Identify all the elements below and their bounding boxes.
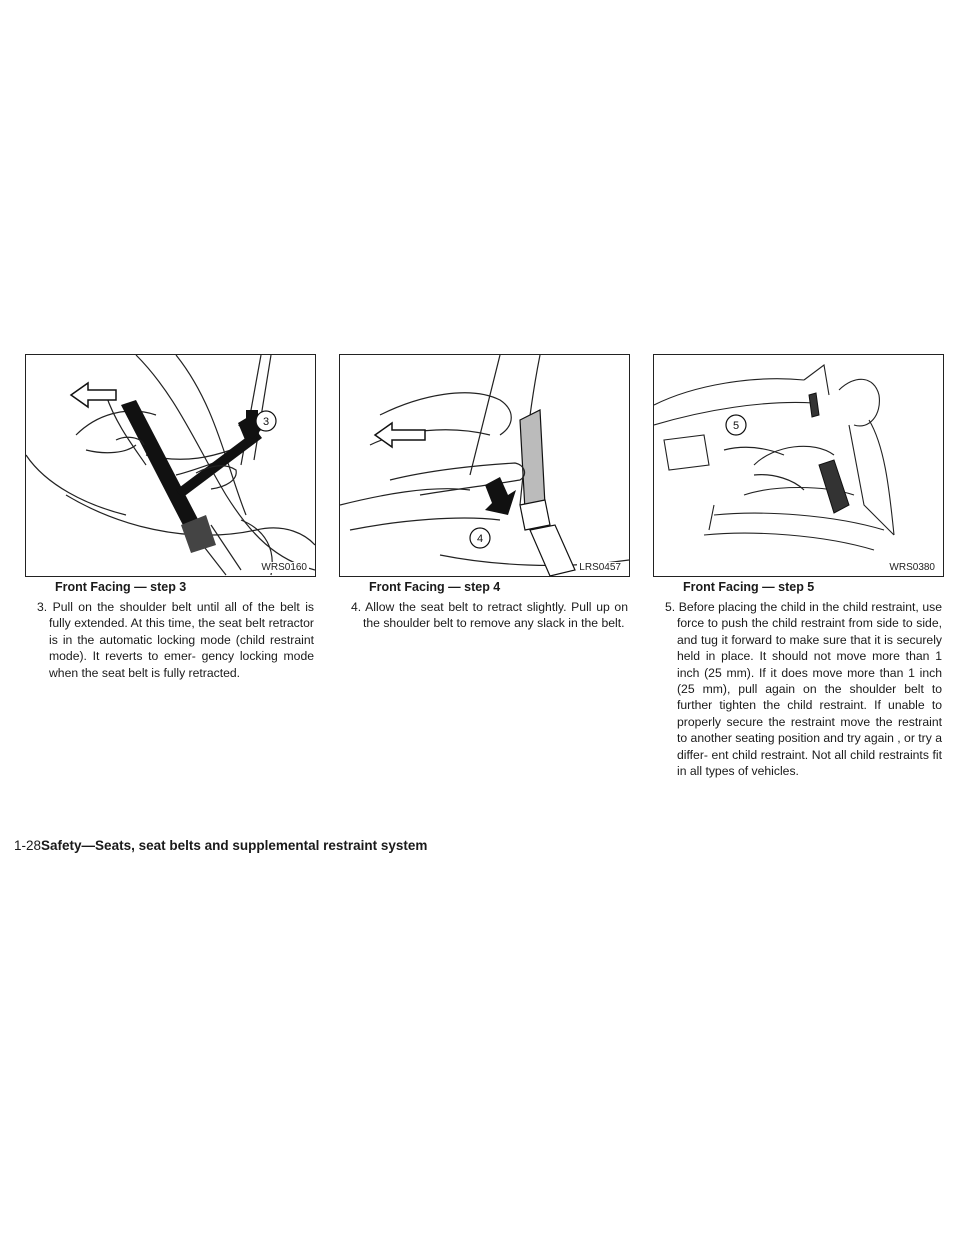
figure-caption: Front Facing — step 5 [683, 580, 815, 594]
seat-belt-illustration-3 [26, 355, 315, 576]
figure-code: WRS0380 [889, 562, 935, 573]
step-text: 5. Before placing the child in the child restraint, use force to push the child restraint from side to side, and tug it forward to make sure that it is securely held in place. It should not move more than 1 inch (25 mm). If it does move more than 1 inch (25 mm), pull again on the shoulder belt to further tighten the child restraint. If unable to properly secure the restraint move the restraint to another seating position and try again , or try a differ- ent child restraint. Not all child restraints fit in all types of vehicles. [665, 600, 942, 779]
callout-5: 5 [732, 420, 740, 432]
step-text: 3. Pull on the shoulder belt until all of the belt is fully extended. At this time, the seat belt retractor is in the automatic locking mode (child restraint mode). It reverts to emer- gency locking mode when the seat belt is fully retracted. [37, 600, 314, 680]
column-step-3 [25, 354, 316, 681]
seat-belt-illustration-4 [340, 355, 629, 576]
step-text: 4. Allow the seat belt to retract slightly. Pull up on the shoulder belt to remove any slack in the belt. [351, 600, 628, 631]
column-step-5 [653, 354, 944, 779]
figure-caption: Front Facing — step 4 [369, 580, 501, 594]
section-title: Safety—Seats, seat belts and supplemental restraint system [41, 838, 428, 853]
seat-belt-illustration-5 [654, 355, 943, 576]
page-number: 1-28 [14, 838, 42, 853]
figure-step-3 [25, 354, 316, 577]
column-step-4 [339, 354, 630, 632]
callout-4: 4 [476, 533, 484, 545]
figure-code: WRS0160 [261, 562, 307, 573]
figure-caption: Front Facing — step 3 [55, 580, 187, 594]
page-footer [14, 838, 427, 853]
callout-3: 3 [262, 416, 270, 428]
figure-code: LRS0457 [579, 562, 621, 573]
figure-step-5 [653, 354, 944, 577]
figure-step-4 [339, 354, 630, 577]
